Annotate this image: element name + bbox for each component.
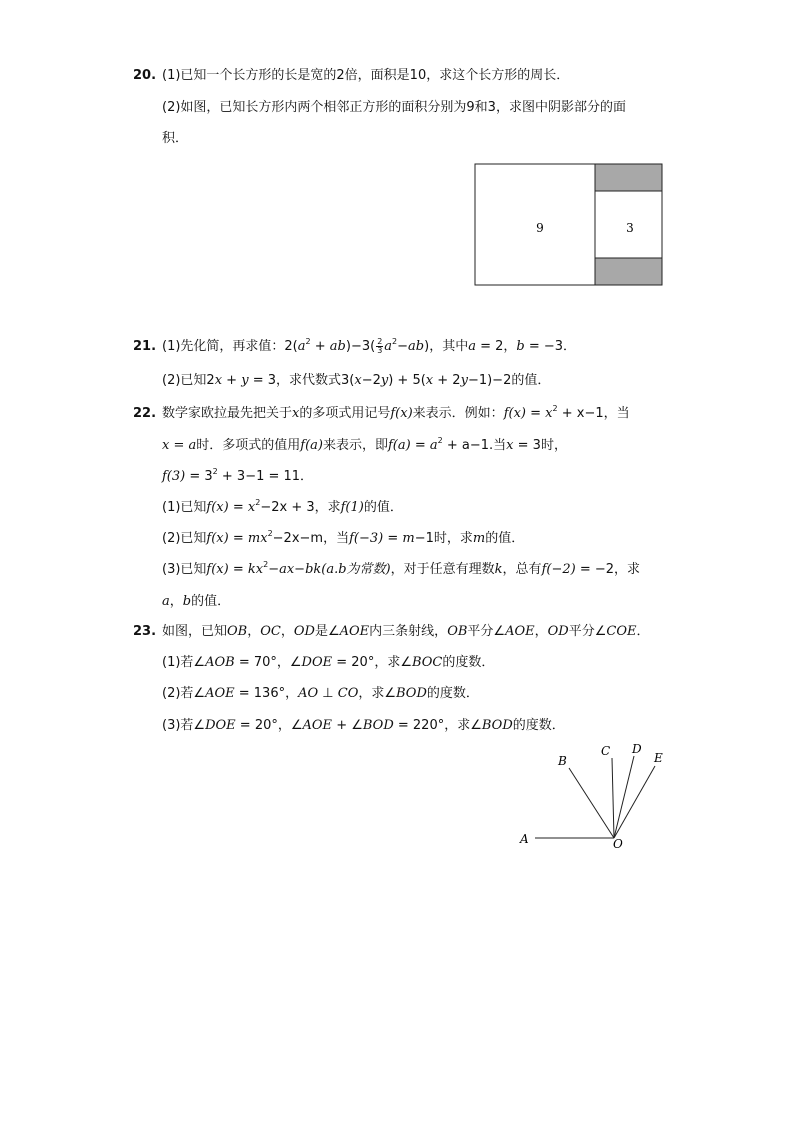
- math-expr: f(x): [206, 531, 229, 546]
- math-var: OD: [547, 624, 569, 639]
- math-var: m: [402, 531, 415, 546]
- text: )，其中: [424, 339, 469, 354]
- text: =: [228, 500, 248, 515]
- text: 是∠: [314, 624, 340, 639]
- math-var: y: [241, 373, 249, 388]
- question-23-part1: [162, 654, 494, 672]
- text: (2)已知2: [162, 373, 215, 388]
- question-21-part1: (1)先化简，再求值：$2(a^2 + ab)-3$( $\frac{2}{3}$ $a^2-ab$)，其中a = 2，b = −3．: [162, 337, 577, 355]
- label-b: B: [558, 754, 567, 768]
- big-square-label: 9: [536, 221, 544, 235]
- text: (3)已知: [162, 562, 207, 577]
- question-21-part2: [162, 372, 550, 390]
- text: + ∠: [332, 718, 363, 733]
- math-var: x: [292, 406, 300, 421]
- question-23-line1: [162, 623, 650, 641]
- text: = 136°，: [234, 686, 299, 701]
- math-var: a: [384, 339, 393, 354]
- math-var: BOD: [396, 686, 427, 701]
- text: 的度数．: [426, 686, 479, 701]
- text: 的多项式用记号: [299, 406, 391, 421]
- text: =: [228, 562, 248, 577]
- question-23-number: 23.: [133, 624, 157, 639]
- question-22-line3: $f(3) = 3^2 + 3-1 = 11$．: [162, 467, 314, 484]
- math-var: a: [297, 339, 306, 354]
- math-var: AOE: [302, 718, 333, 733]
- math-var: OD: [293, 624, 315, 639]
- fraction: [376, 338, 383, 355]
- text: 来表示，即: [322, 438, 388, 453]
- text: =: [228, 531, 248, 546]
- text: ，总有: [502, 562, 542, 577]
- question-22-line2: x = a时．多项式的值用f(a)来表示，即$f(a) = a^2 + a-1$.当x = 3时，: [162, 436, 567, 453]
- text: = 70°，∠: [234, 655, 302, 670]
- question-22-number: 22.: [133, 406, 157, 421]
- question-23-part3: [162, 717, 565, 735]
- math-var: x: [545, 406, 553, 421]
- text: −2x−m，当: [272, 531, 350, 546]
- text: = 3，求代数式3(: [248, 373, 355, 388]
- math-var: ab: [408, 339, 425, 354]
- text: ⊥: [318, 686, 338, 701]
- label-e: E: [654, 751, 663, 765]
- rays-figure: [510, 738, 690, 858]
- small-square-label: 3: [626, 221, 634, 235]
- text: −: [397, 339, 409, 354]
- label-c: C: [601, 744, 611, 758]
- numerator: 2: [377, 337, 383, 346]
- math-expr: x = a: [162, 438, 197, 453]
- denominator: 3: [377, 346, 383, 355]
- text: 数学家欧拉最先把关于: [162, 406, 293, 421]
- math-expr: f(−2): [541, 562, 576, 577]
- question-21-number: 21.: [133, 339, 157, 354]
- text: +: [222, 373, 242, 388]
- question-20-part1: (1)已知一个长方形的长是宽的2倍，面积是10，求这个长方形的周长．: [162, 68, 570, 83]
- text: ，: [534, 624, 548, 639]
- text: −2x + 3，求: [260, 500, 341, 515]
- math-var: x: [354, 373, 362, 388]
- text: = 2，: [475, 339, 517, 354]
- text: ．: [636, 624, 650, 639]
- text: ，: [280, 624, 294, 639]
- math-var: b: [516, 339, 525, 354]
- math-var: ab: [329, 339, 346, 354]
- text: = 3: [185, 469, 213, 484]
- text: =: [383, 531, 403, 546]
- rectangle-squares-figure: [474, 163, 664, 287]
- text: −1)−2的值．: [467, 373, 551, 388]
- math-var: mx: [247, 531, 268, 546]
- math-expr: f(x): [206, 500, 229, 515]
- math-var: COE: [606, 624, 637, 639]
- question-20-number: 20.: [133, 68, 157, 83]
- text: (3)若∠: [162, 718, 206, 733]
- text: +: [310, 339, 330, 354]
- text: (1)先化简，再求值：2(: [162, 339, 298, 354]
- text: + 3−1 = 11．: [217, 469, 314, 484]
- text: = 20°，求∠: [332, 655, 412, 670]
- text: ，: [247, 624, 261, 639]
- text: 平分∠: [568, 624, 607, 639]
- math-var: DOE: [205, 718, 236, 733]
- text: (1)已知: [162, 500, 207, 515]
- math-var: y: [460, 373, 468, 388]
- math-var: k: [494, 562, 503, 577]
- label-o: O: [613, 837, 623, 851]
- math-var: DOE: [301, 655, 333, 670]
- question-22-part3-line2: [162, 593, 230, 611]
- ray-oe: [614, 766, 655, 838]
- text: ，对于任意有理数: [390, 562, 495, 577]
- question-23-part2: [162, 685, 479, 703]
- ray-ob: [569, 768, 614, 838]
- question-22-part1: (1)已知$f(x) = x^2-2x + 3$，求f(1)的值．: [162, 498, 403, 515]
- shaded-region-bottom: [595, 258, 662, 285]
- text: ，: [169, 594, 183, 609]
- math-var: AOE: [339, 624, 370, 639]
- text: = −3．: [524, 339, 577, 354]
- text: + 2: [433, 373, 461, 388]
- label-d: D: [632, 742, 642, 756]
- math-var: AOE: [205, 686, 235, 701]
- math-var: BOD: [481, 718, 513, 733]
- question-22-line1: 数学家欧拉最先把关于x的多项式用记号f(x)来表示．例如：$f(x) = x^2 + x-1$，当: [162, 404, 630, 421]
- text: (2)已知: [162, 531, 207, 546]
- text: ，求∠: [358, 686, 397, 701]
- math-expr: f(a): [388, 438, 411, 453]
- text: 的度数．: [442, 655, 495, 670]
- math-var: kx: [247, 562, 264, 577]
- text: 的度数．: [512, 718, 565, 733]
- math-var: a: [429, 438, 438, 453]
- math-expr: f(3): [162, 469, 186, 484]
- text: + x−1，当: [557, 406, 630, 421]
- math-var: BOC: [411, 655, 443, 670]
- text: 的值．: [191, 594, 231, 609]
- text: 的值．: [363, 500, 403, 515]
- math-var: CO: [337, 686, 359, 701]
- text: 时．多项式的值用: [196, 438, 301, 453]
- text: −1时，求: [414, 531, 473, 546]
- math-var: x: [247, 500, 256, 515]
- text: 如图，已知: [162, 624, 228, 639]
- text: = −2，求: [575, 562, 641, 577]
- math-expr: f(x): [390, 406, 413, 421]
- text: = 220°，求∠: [393, 718, 482, 733]
- math-var: a: [468, 339, 476, 354]
- question-20-part2-line2: 积．: [162, 131, 189, 146]
- text: = 20°，∠: [235, 718, 303, 733]
- math-var: BOD: [362, 718, 394, 733]
- math-expr: (a.b为常数): [321, 562, 391, 577]
- text: 内三条射线，: [369, 624, 448, 639]
- math-var: OB: [227, 624, 248, 639]
- text: 来表示．例如：: [412, 406, 504, 421]
- text: =: [525, 406, 546, 421]
- math-var: b: [182, 594, 192, 609]
- text: (1)若∠: [162, 655, 206, 670]
- question-20-part2-line1: (2)如图，已知长方形内两个相邻正方形的面积分别为9和3，求图中阴影部分的面: [162, 100, 626, 115]
- math-expr: f(1): [340, 500, 364, 515]
- math-var: y: [380, 373, 389, 388]
- text: 平分∠: [467, 624, 506, 639]
- math-expr: −ax−bk: [268, 562, 322, 577]
- text: + a−1.当: [442, 438, 507, 453]
- math-expr: f(x): [206, 562, 229, 577]
- label-a: A: [520, 832, 529, 846]
- math-var: AO: [298, 686, 319, 701]
- math-var: OB: [447, 624, 468, 639]
- ray-od: [614, 756, 634, 838]
- question-22-part2: (2)已知$f(x) = mx^2-2x-m$，当f(−3) = m−1时，求m的值．: [162, 529, 525, 546]
- math-expr: f(x): [503, 406, 526, 421]
- math-var: a: [162, 594, 170, 609]
- math-expr: f(−3): [349, 531, 384, 546]
- math-var: AOE: [505, 624, 535, 639]
- text: =: [410, 438, 430, 453]
- math-expr: f(a): [300, 438, 323, 453]
- shaded-region-top: [595, 164, 662, 191]
- text: 的值．: [485, 531, 525, 546]
- text: (2)若∠: [162, 686, 206, 701]
- question-22-part3-line1: (3)已知$f(x) = kx^2-ax-bk(a.b$为常数)，对于任意有理数k，总有f(−2) = −2，求: [162, 560, 641, 577]
- math-var: OC: [260, 624, 281, 639]
- text: ) + 5(: [388, 373, 426, 388]
- math-var: x: [425, 373, 434, 388]
- math-var: x: [506, 438, 514, 453]
- text: = 3时，: [513, 438, 567, 453]
- text: −2: [361, 373, 381, 388]
- math-var: AOB: [205, 655, 235, 670]
- ray-oc: [612, 758, 614, 838]
- math-var: x: [214, 373, 223, 388]
- math-var: m: [472, 531, 486, 546]
- text: )−3(: [345, 339, 376, 354]
